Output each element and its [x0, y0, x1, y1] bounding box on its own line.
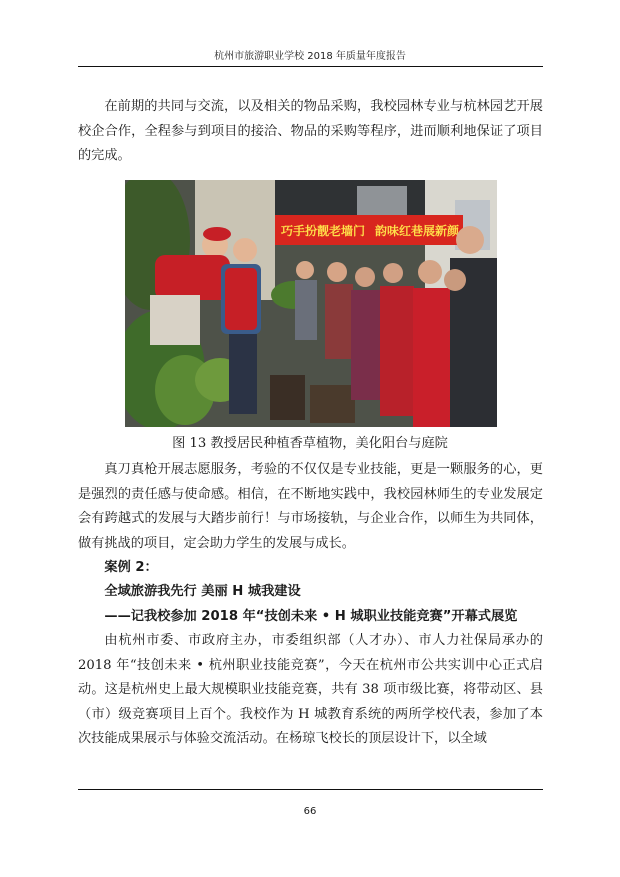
banner-text-left: 巧手扮靓老墙门 — [281, 224, 366, 238]
case-title: 全域旅游我先行 美丽 H 城我建设 — [104, 584, 301, 599]
banner-text-right: 韵味红巷展新颜 — [375, 224, 460, 238]
body-paragraph: 真刀真枪开展志愿服务，考验的不仅仅是专业技能，更是一颗服务的心，更是强烈的责任感与使命感。相信，在不断地实践中，我校园林师生的专业发展定会有跨越式的发展与大踏步前行！与市场接轨，与企业合作，以师生为共同体，做有挑战的项目，定会助力学生的发展与成长。 — [78, 462, 543, 551]
case-paragraph: 由杭州市委、市政府主办，市委组织部（人才办）、市人力社保局承办的 2018 年“技创未来 • 杭州职业技能竞赛”，今天在杭州市公共实训中心正式启动。这是杭州史上最大规模职业技能竞赛，共有 38 项市级比赛，将带动区、县（市）级竞赛项目上百个。我校作为 H 城教育系统的两所学校代表，参加了本次技能成果展示与体验交流活动。在杨琼飞校长的顶层设计下，以全域 — [78, 633, 543, 746]
volunteer-planting-photo — [125, 180, 497, 427]
case-subtitle: ——记我校参加 2018 年“技创未来 • H 城职业技能竞赛”开幕式展览 — [104, 609, 518, 624]
intro-paragraph: 在前期的共同与交流，以及相关的物品采购，我校园林专业与杭林园艺开展校企合作，全程参与到项目的接洽、物品的采购等程序，进而顺利地保证了项目的完成。 — [78, 99, 543, 163]
case-label: 案例 2： — [104, 560, 158, 575]
header-rule — [78, 66, 543, 67]
page-number: 66 — [303, 806, 317, 817]
page-header: 杭州市旅游职业学校 2018 年质量年度报告 — [214, 51, 406, 62]
figure-caption: 图 13 教授居民种植香草植物，美化阳台与庭院 — [172, 436, 448, 451]
footer-rule — [78, 789, 543, 790]
